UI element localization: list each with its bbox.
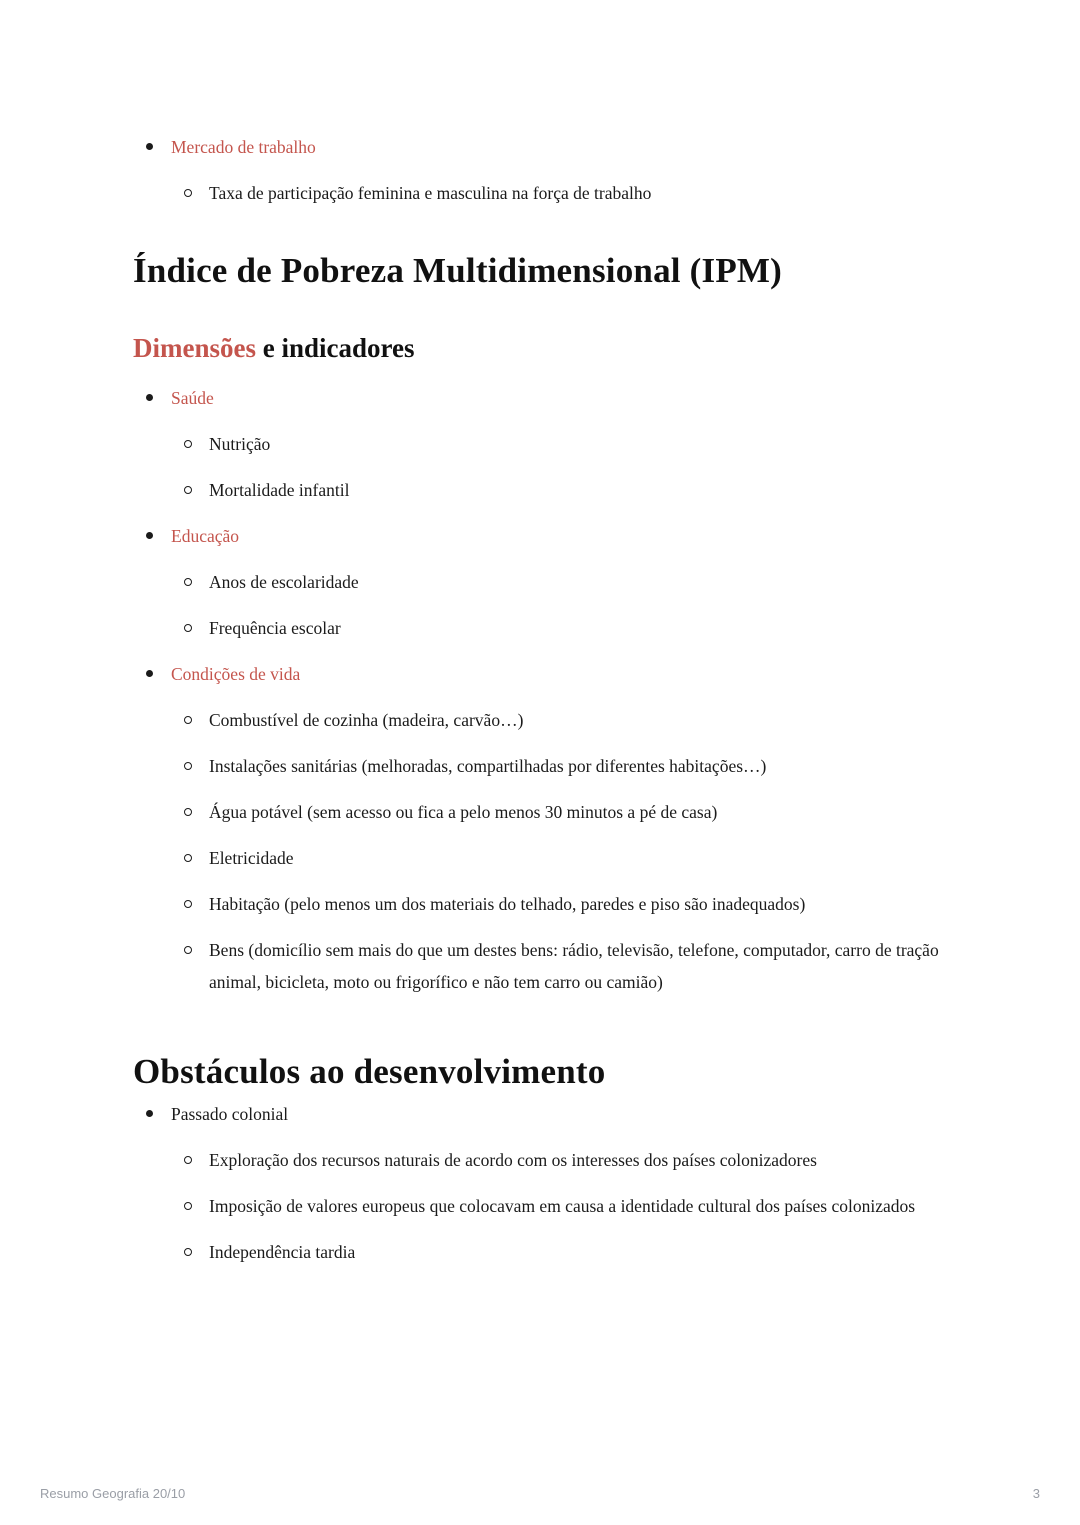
sub-list-item-text: Frequência escolar: [209, 617, 341, 638]
subheading-dimensoes-accent: Dimensões: [133, 332, 256, 363]
ipm-list: [133, 382, 950, 998]
sub-list-item-text: Exploração dos recursos naturais de acordo com os interesses dos países colonizadores: [209, 1149, 817, 1170]
circle-bullet-icon: [183, 612, 209, 644]
circle-bullet-icon: [183, 177, 209, 209]
sub-list-item-text: Nutrição: [209, 433, 271, 454]
footer-doc-title: Resumo Geografia 20/10: [40, 1486, 186, 1501]
circle-bullet-icon: [183, 428, 209, 460]
sub-list-item: [133, 796, 950, 828]
sub-list-item-text: Anos de escolaridade: [209, 571, 359, 592]
intro-list: [133, 131, 950, 209]
heading-obstacles: Obstáculos ao desenvolvimento: [133, 1051, 606, 1091]
sub-list-item-text: Habitação (pelo menos um dos materiais do telhado, paredes e piso são inadequados): [209, 893, 806, 914]
circle-bullet-icon: [183, 888, 209, 920]
heading-ipm: Índice de Pobreza Multidimensional (IPM): [133, 251, 782, 290]
list-item: [133, 131, 950, 163]
sub-list-item: [133, 566, 950, 598]
sub-list-item: [133, 474, 950, 506]
sub-list-item: [133, 750, 950, 782]
sub-list-item: [133, 612, 950, 644]
sub-list-item-text: Imposição de valores europeus que colocavam em causa a identidade cultural dos países colonizados: [209, 1195, 916, 1216]
sub-list-item-text: Instalações sanitárias (melhoradas, compartilhadas por diferentes habitações…): [209, 755, 767, 776]
sub-list-item-text: Eletricidade: [209, 847, 294, 868]
sub-list-item-text: Bens (domicílio sem mais do que um destes bens: rádio, televisão, telefone, computador, carro de tração animal, bicicleta, moto ou frigorífico e não tem carro ou camião): [209, 939, 939, 992]
circle-bullet-icon: [183, 842, 209, 874]
sub-list-item-text: Mortalidade infantil: [209, 479, 350, 500]
circle-bullet-icon: [183, 1190, 209, 1222]
circle-bullet-icon: [183, 1236, 209, 1268]
list-item: [133, 520, 950, 552]
subheading-dimensoes: [133, 331, 950, 366]
bullet-icon: [145, 1098, 171, 1130]
list-item-label: Educação: [171, 525, 240, 546]
list-item-label: Condições de vida: [171, 663, 301, 684]
circle-bullet-icon: [183, 474, 209, 506]
sub-list-item: [133, 1236, 950, 1268]
sub-list-item: [133, 934, 950, 998]
obstacles-list: [133, 1098, 950, 1268]
sub-list-item: [133, 842, 950, 874]
list-item: [133, 382, 950, 414]
list-item-label: Mercado de trabalho: [171, 137, 316, 157]
circle-bullet-icon: [183, 1144, 209, 1176]
sub-list-item: [133, 1144, 950, 1176]
list-item: [133, 658, 950, 690]
circle-bullet-icon: [183, 934, 209, 966]
circle-bullet-icon: [183, 750, 209, 782]
sub-list-item-text: Água potável (sem acesso ou fica a pelo menos 30 minutos a pé de casa): [209, 801, 718, 822]
circle-bullet-icon: [183, 704, 209, 736]
sub-list-item: [133, 177, 950, 209]
list-item-label: Saúde: [171, 387, 214, 408]
circle-bullet-icon: [183, 796, 209, 828]
bullet-icon: [145, 382, 171, 414]
footer-page-number: 3: [1032, 1486, 1040, 1501]
sub-list-item: [133, 428, 950, 460]
list-item: [133, 1098, 950, 1130]
sub-list-item: [133, 888, 950, 920]
bullet-icon: [145, 131, 171, 163]
sub-list-item-text: Independência tardia: [209, 1241, 356, 1262]
sub-list-item-text: Combustível de cozinha (madeira, carvão…): [209, 709, 524, 730]
sub-list-item: [133, 704, 950, 736]
bullet-icon: [145, 658, 171, 690]
sub-list-item: [133, 1190, 950, 1222]
subheading-dimensoes-rest: e indicadores: [256, 332, 415, 363]
page-footer: [40, 1486, 1040, 1501]
sub-list-item-text: Taxa de participação feminina e masculina na força de trabalho: [209, 183, 652, 203]
circle-bullet-icon: [183, 566, 209, 598]
bullet-icon: [145, 520, 171, 552]
list-item-label: Passado colonial: [171, 1103, 289, 1124]
